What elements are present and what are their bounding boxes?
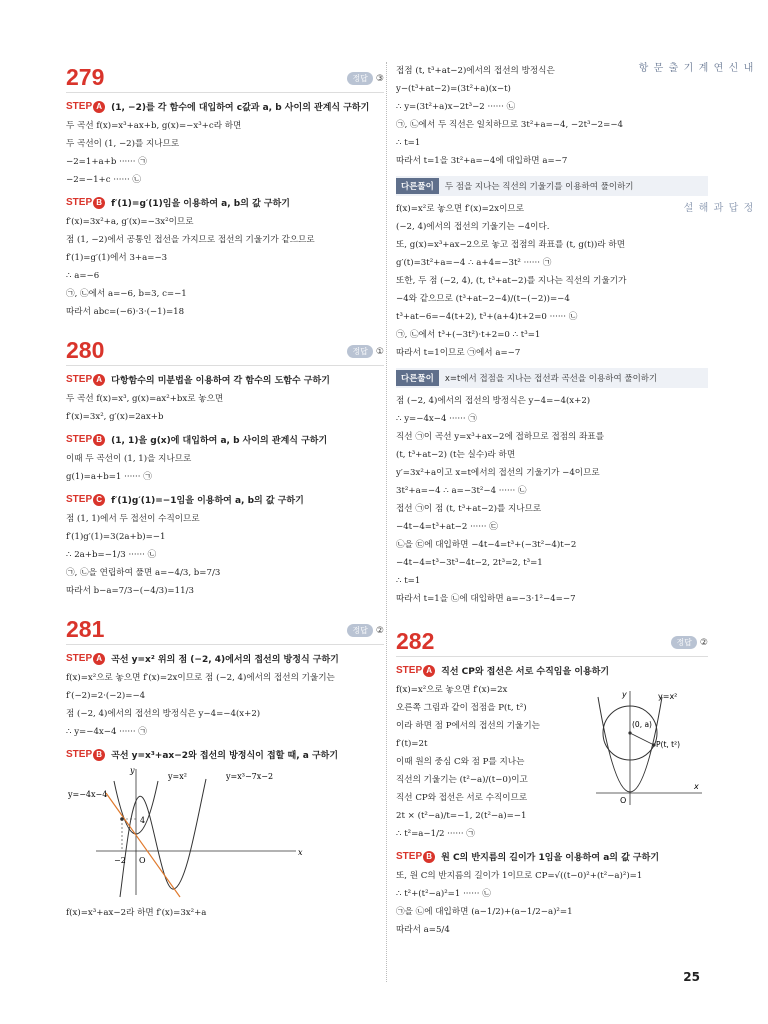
- step-a: [396, 664, 708, 677]
- solution-line: ㉠을 ㉡에 대입하면 (a−1/2)+(a−1/2−a)²=1: [396, 907, 573, 917]
- solution-line: 따라서 abc=(−6)·3·(−1)=18: [66, 307, 185, 317]
- solution-line: −4t−4=t³−3t³−4t−2, 2t³=2, t³=1: [396, 558, 543, 568]
- solution-line: ㉡을 ㉢에 대입하면 −4t−4=t³+(−3t²−4)t−2: [396, 540, 577, 550]
- solution-line: 직선 CP와 접선은 서로 수직이므로: [396, 793, 528, 803]
- solution-line: (t, t³+at−2) (t는 실수)라 하면: [396, 450, 516, 460]
- step-a: [66, 100, 384, 113]
- solution-line: 두 곡선 f(x)=x³+ax+b, g(x)=−x³+c라 하면: [66, 121, 242, 131]
- problem-280: [66, 335, 384, 600]
- step-label: STEP: [66, 196, 93, 208]
- left-column: [66, 62, 384, 936]
- step-letter: A: [93, 101, 105, 113]
- answer-value: ①: [375, 346, 384, 357]
- step-b: [66, 196, 384, 209]
- problem-281: [66, 614, 384, 922]
- step-title: 곡선 y=x³+ax−2와 접선의 방정식이 접할 때, a 구하기: [111, 751, 339, 761]
- radius-cp: [630, 733, 654, 745]
- solution-line: t³+at−6=−4(t+2), t³+(a+4)t+2=0 ······ ㉡: [396, 312, 578, 322]
- solution-line: 또, g(x)=x³+ax−2으로 놓고 접점의 좌표를 (t, g(t))라 하면: [396, 240, 626, 250]
- answer-tag: 정답: [347, 624, 372, 637]
- step-letter: B: [93, 749, 105, 761]
- problem-279: [66, 62, 384, 321]
- solution-line: ∴ t=1: [396, 576, 421, 586]
- y-mark: 4: [140, 816, 146, 825]
- solution-line: f(x)=x³+ax−2라 하면 f′(x)=3x²+a: [66, 908, 207, 918]
- curve2-label: y=x³−7x−2: [226, 772, 274, 781]
- solution-line: ∴ y=−4x−4 ······ ㉠: [396, 414, 477, 424]
- step-b: [66, 433, 384, 446]
- step-title: 원 C의 반지름의 길이가 1임을 이용하여 a의 값 구하기: [441, 853, 660, 863]
- step-c: [66, 493, 384, 506]
- solution-line: f(x)=x²으로 놓으면 f′(x)=2x이므로 점 (−2, 4)에서의 접선의 기울기는: [66, 673, 335, 683]
- x-axis-label: x: [694, 782, 699, 791]
- answer-value: ②: [699, 637, 708, 648]
- solution-line: 점 (1, 1)에서 두 접선이 수직이므로: [66, 514, 200, 524]
- solution-line: ∴ y=−4x−4 ······ ㉠: [66, 727, 147, 737]
- page-number: 25: [683, 970, 700, 984]
- alt-title: 두 점을 지나는 직선의 기울기를 이용하여 풀이하기: [444, 182, 634, 192]
- solution-line: 또, 원 C의 반지름의 길이가 1이므로 CP=√((t−0)²+(t²−a)²)=1: [396, 871, 643, 881]
- solution-line: 두 곡선 f(x)=x³, g(x)=ax²+bx로 놓으면: [66, 394, 224, 404]
- answer-tag: 정답: [347, 345, 372, 358]
- step-letter: B: [423, 851, 435, 863]
- point-label: P(t, t²): [656, 740, 681, 749]
- step-title: (1, 1)을 g(x)에 대입하여 a, b 사이의 관계식 구하기: [111, 436, 328, 446]
- alternate-solution-2: [396, 368, 708, 388]
- problem-number: 281: [66, 616, 105, 642]
- solution-line: 3t²+a=−4 ∴ a=−3t²−4 ······ ㉡: [396, 486, 527, 496]
- step-label: STEP: [66, 493, 93, 505]
- solution-line: ㉠, ㉡에서 두 직선은 일치하므로 3t²+a=−4, −2t³−2=−4: [396, 120, 624, 130]
- answer-badge: [347, 72, 384, 85]
- sidebar-title: 내신연계 기출문항: [636, 62, 752, 73]
- solution-line: 2t × (t²−a)/t=−1, 2(t²−a)=−1: [396, 811, 527, 821]
- solution-line: 이때 두 곡선이 (1, 1)을 지나므로: [66, 454, 192, 464]
- solution-line: f′(−2)=2·(−2)=−4: [66, 691, 146, 701]
- solution-line: f′(x)=3x²+a, g′(x)=−3x²이므로: [66, 217, 194, 227]
- circle-parabola-figure: [594, 687, 706, 811]
- answer-tag: 정답: [671, 636, 696, 649]
- solution-line: f′(t)=2t: [396, 739, 428, 749]
- tangent-point: [120, 817, 124, 821]
- answer-badge: [347, 345, 384, 358]
- solution-lines: [66, 117, 384, 189]
- solution-line: 따라서 t=1을 3t²+a=−4에 대입하면 a=−7: [396, 156, 568, 166]
- step-letter: A: [93, 374, 105, 386]
- problem-number: 280: [66, 337, 105, 363]
- alt-title: x=t에서 접점을 지나는 접선과 곡선을 이용하여 풀이하기: [444, 374, 658, 384]
- step-title: 곡선 y=x² 위의 점 (−2, 4)에서의 접선의 방정식 구하기: [111, 655, 339, 665]
- solution-line: ∴ t=1: [396, 138, 421, 148]
- step-a: [66, 373, 384, 386]
- step-title: f′(1)=g′(1)임을 이용하여 a, b의 값 구하기: [111, 199, 290, 209]
- answer-badge: [347, 624, 384, 637]
- solution-line: 두 곡선이 (1, −2)를 지나므로: [66, 139, 180, 149]
- step-title: 다항함수의 미분법을 이용하여 각 함수의 도함수 구하기: [111, 376, 330, 386]
- solution-lines: [66, 213, 384, 321]
- solution-line: (−2, 4)에서의 접선의 기울기는 −4이다.: [396, 222, 550, 232]
- step-b: [66, 748, 384, 761]
- solution-line: 이라 하면 점 P에서의 접선의 기울기는: [396, 721, 540, 731]
- answer-badge: [671, 636, 708, 649]
- solution-line: 이때 원의 중심 C와 점 P를 지나는: [396, 757, 525, 767]
- step-a: [66, 652, 384, 665]
- solution-line: 점 (−2, 4)에서의 접선의 방정식은 y−4=−4(x+2): [396, 396, 591, 406]
- solution-line: ㉠, ㉡에서 a=−6, b=3, c=−1: [66, 289, 187, 299]
- step-b: [396, 850, 708, 863]
- solution-line: f′(1)g′(1)=3(2a+b)=−1: [66, 532, 166, 542]
- solution-line: ∴ t²=a−1/2 ······ ㉠: [396, 829, 475, 839]
- solution-line: g(1)=a+b=1 ······ ㉠: [66, 472, 152, 482]
- solution-line: 점 (−2, 4)에서의 접선의 방정식은 y−4=−4(x+2): [66, 709, 261, 719]
- solution-line: 접점 (t, t³+at−2)에서의 접선의 방정식은: [396, 66, 555, 76]
- solution-line: ∴ a=−6: [66, 271, 100, 281]
- step-letter: B: [93, 197, 105, 209]
- step-label: STEP: [66, 433, 93, 445]
- solution-line: f′(1)=g′(1)에서 3+a=−3: [66, 253, 168, 263]
- solution-line: 접선 ㉠이 점 (t, t³+at−2)를 지나므로: [396, 504, 542, 514]
- tangent-line: [106, 793, 180, 897]
- step-label: STEP: [66, 373, 93, 385]
- y-axis-label: y: [130, 766, 135, 775]
- step-title: (1, −2)를 각 함수에 대입하여 c값과 a, b 사이의 관계식 구하기: [111, 103, 370, 113]
- origin-label: O: [139, 856, 146, 865]
- y-axis-label: y: [622, 690, 627, 699]
- tangent-label: y=−4x−4: [68, 790, 108, 799]
- solution-line: ∴ 2a+b=−1/3 ······ ㉡: [66, 550, 157, 560]
- answer-value: ③: [375, 73, 384, 84]
- problem-number: 282: [396, 628, 435, 654]
- center-point: [628, 731, 631, 734]
- tangent-graph-figure: [66, 765, 384, 904]
- column-divider: [386, 62, 387, 982]
- solution-line: 오른쪽 그림과 같이 접점을 P(t, t²): [396, 703, 527, 713]
- x-axis-label: x: [298, 848, 303, 857]
- problem-number: 279: [66, 64, 105, 90]
- right-column: [396, 62, 708, 953]
- problem-281-continued: [396, 62, 708, 608]
- step-title: f′(1)g′(1)=−1임을 이용하여 a, b의 값 구하기: [111, 496, 304, 506]
- solution-line: 따라서 t=1을 ㉡에 대입하면 a=−3·1²−4=−7: [396, 594, 576, 604]
- step-letter: C: [93, 494, 105, 506]
- step-label: STEP: [66, 748, 93, 760]
- step-letter: B: [93, 434, 105, 446]
- solution-line: 따라서 t=1이므로 ㉠에서 a=−7: [396, 348, 521, 358]
- curve1-label: y=x²: [168, 772, 187, 781]
- problem-282: [396, 626, 708, 939]
- solution-line: f(x)=x²으로 놓으면 f′(x)=2x: [396, 685, 508, 695]
- solution-line: −2=−1+c ······ ㉡: [66, 175, 141, 185]
- solution-line: 따라서 b−a=7/3−(−4/3)=11/3: [66, 586, 194, 596]
- step-label: STEP: [66, 652, 93, 664]
- solution-line: 또한, 두 점 (−2, 4), (t, t³+at−2)를 지나는 직선의 기울기가: [396, 276, 627, 286]
- step-letter: A: [423, 665, 435, 677]
- step-letter: A: [93, 653, 105, 665]
- solution-line: −4t−4=t³+at−2 ······ ㉢: [396, 522, 498, 532]
- step-label: STEP: [396, 850, 423, 862]
- solution-line: y−(t³+at−2)=(3t²+a)(x−t): [396, 84, 511, 94]
- cubic-curve: [120, 779, 206, 897]
- answer-tag: 정답: [347, 72, 372, 85]
- solution-line: ∴ y=(3t²+a)x−2t³−2 ······ ㉡: [396, 102, 516, 112]
- center-label: (0, a): [632, 720, 652, 729]
- alt-tag: 다른풀이: [396, 178, 439, 194]
- answer-value: ②: [375, 625, 384, 636]
- solution-line: −2=1+a+b ······ ㉠: [66, 157, 147, 167]
- curve-label: y=x²: [658, 692, 678, 701]
- solution-line: 따라서 a=5/4: [396, 925, 450, 935]
- solution-line: ㉠, ㉡을 연립하여 풀면 a=−4/3, b=7/3: [66, 568, 221, 578]
- alternate-solution-1: [396, 176, 708, 196]
- step-title: 직선 CP와 접선은 서로 수직임을 이용하기: [441, 667, 610, 677]
- sidebar-section: 정답과 해설: [681, 202, 752, 213]
- solution-line: f(x)=x²로 놓으면 f′(x)=2x이므로: [396, 204, 524, 214]
- alt-tag: 다른풀이: [396, 370, 439, 386]
- origin-label: O: [620, 796, 627, 805]
- solution-line: g′(t)=3t²+a=−4 ∴ a+4=−3t² ······ ㉠: [396, 258, 552, 268]
- solution-line: 직선의 기울기는 (t²−a)/(t−0)이고: [396, 775, 528, 785]
- x-mark: −2: [114, 856, 126, 865]
- solution-line: ∴ t²+(t²−a)²=1 ······ ㉡: [396, 889, 491, 899]
- solution-line: −4와 같으므로 (t³+at−2−4)/(t−(−2))=−4: [396, 294, 570, 304]
- solution-line: 직선 ㉠이 곡선 y=x³+ax−2에 접하므로 접점의 좌표를: [396, 432, 604, 442]
- solution-line: y′=3x²+a이고 x=t에서의 접선의 기울기가 −4이므로: [396, 468, 600, 478]
- step-label: STEP: [66, 100, 93, 112]
- step-label: STEP: [396, 664, 423, 676]
- solution-line: f′(x)=3x², g′(x)=2ax+b: [66, 412, 164, 422]
- solution-line: ㉠, ㉡에서 t³+(−3t²)·t+2=0 ∴ t³=1: [396, 330, 541, 340]
- solution-line: 점 (1, −2)에서 공통인 접선을 가지므로 접선의 기울기가 같으므로: [66, 235, 315, 245]
